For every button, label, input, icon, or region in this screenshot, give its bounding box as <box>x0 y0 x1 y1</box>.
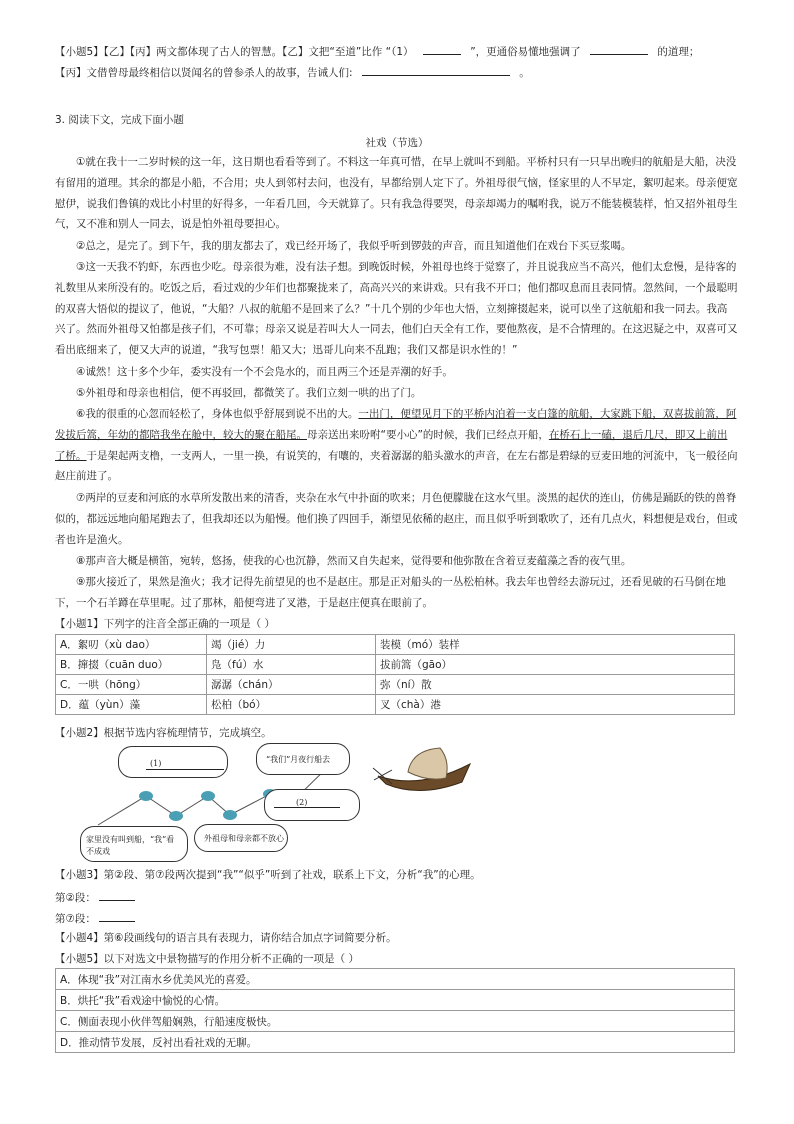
blank-1-label: (1) <box>150 759 162 768</box>
q1-cell: 叉（chà）港 <box>376 695 735 715</box>
paragraph-9 <box>55 572 737 614</box>
p7-line: 似的，都远远地向船尾跑去了，但我却还以为船慢。他们换了四回手，渐望见依稀的赵庄，而且似乎听到歌吹了，还有几点火，料想便是戏台，但或 <box>55 512 737 525</box>
p2-line: ②总之，是完了。到下午，我的朋友都去了，戏已经开场了，我似乎听到锣鼓的声音，而且知道他们在戏台下买豆浆喝。 <box>76 240 632 252</box>
p9-line: ⑨那火接近了，果然是渔火；我才记得先前望见的也不是赵庄。那是正对船头的一丛松柏林。我去年也曾经去游玩过，还看见破的石马倒在地 <box>76 576 726 588</box>
p6-underlined: 发拔后篙，年幼的都陪我坐在舱中，较大的聚在船尾。 <box>55 428 307 441</box>
p6-line-4: 赵庄前进了。 <box>55 470 118 483</box>
q1-cell: 松柏（bó） <box>207 695 376 715</box>
p9-line: 下，一个石羊蹲在草里呢。过了那林，船便弯进了叉港，于是赵庄便真在眼前了。 <box>55 596 433 609</box>
q5-line1-label: 【小题5】【乙】【丙】两文都体现了古人的智慧。【乙】文把“至道”比作 “（1） <box>55 46 414 58</box>
p6-plain: 母亲送出来吩咐“要小心”的时候，我们已经点开船， <box>307 428 549 441</box>
q5-line2-end: 。 <box>519 67 530 79</box>
p3-line: 看出底细来了，便又大声的说道，“我写包票！船又大；迅哥儿向来不乱跑；我们又都是识水性的！” <box>55 344 518 357</box>
q1-cell: A．絮叨（xù dao） <box>56 635 207 655</box>
q1-cell: C．一哄（hōng） <box>56 675 207 695</box>
paragraph-4 <box>55 362 737 383</box>
paragraph-1 <box>55 152 737 235</box>
p6-underlined: 在桥石上一磕，退后几尺，即又上前出 <box>548 428 728 441</box>
p3-line: 兴了。然而外祖母又怕都是孩子们，不可靠；母亲又说是若叫大人一同去，他们白天全有工作，要他熬夜，是不合情理的。在这迟疑之中，双喜可又 <box>55 323 737 336</box>
p3-line: 的双喜大悟似的提议了，他说，“大船？八叔的航船不是回来了么？”十几个别的少年也大悟，立刻撺掇起来，说可以坐了这航船和我一同去。我高 <box>55 302 728 315</box>
paragraph-6 <box>55 404 737 487</box>
p6-underlined: 一出门，便望见月下的平桥内泊着一支白篷的航船，大家跳下船，双喜拔前篙，阿 <box>358 408 737 420</box>
p6-line-3 <box>55 446 737 467</box>
q5-option-row[interactable] <box>56 1011 735 1032</box>
bubble-blank-1 <box>118 746 228 778</box>
no-boat-text-1: 家里没有叫到船，“我”看 <box>86 835 175 844</box>
q5-line1-end: 的道理； <box>657 46 700 58</box>
q3-para2-blank[interactable] <box>99 889 135 901</box>
q5-line1 <box>55 43 699 59</box>
blank-2-label: (2) <box>296 798 308 807</box>
p6-line-2 <box>55 425 737 446</box>
q5-option: B．烘托“我”看戏途中愉悦的心情。 <box>56 990 735 1011</box>
q1-cell: 凫（fú）水 <box>207 655 376 675</box>
paragraph-3 <box>55 257 737 361</box>
q3-para2 <box>55 889 135 905</box>
q5-line2-label: 【丙】文借曾母最终相信以贤闻名的曾参杀人的故事，告诫人们: <box>55 67 353 79</box>
plot-node <box>139 791 153 801</box>
p6-line-1 <box>55 404 737 425</box>
q5-option: A．体现“我”对江南水乡优美风光的喜爱。 <box>56 969 735 990</box>
q1-option-row[interactable] <box>56 695 735 715</box>
p6-plain: ⑥我的很重的心忽而轻松了，身体也似乎舒展到说不出的大。 <box>76 408 359 420</box>
p4-line: ④诚然！这十多个少年，委实没有一个不会凫水的，而且两三个还是弄潮的好手。 <box>76 366 453 378</box>
paragraph-8 <box>55 551 737 572</box>
plot-node <box>201 791 215 801</box>
paragraph-2 <box>55 236 737 257</box>
q3-para7-blank[interactable] <box>99 910 135 922</box>
p1-line: 慰伊，说我们鲁镇的戏比小村里的好得多，一年看几回，今天就算了。只有我急得要哭，母亲却竭力的嘱咐我，说万不能装模装样，怕又招外祖母生 <box>55 197 737 210</box>
q1-cell: B．撺掇（cuān duo） <box>56 655 207 675</box>
q2-stem: 【小题2】根据节选内容梳理情节，完成填空。 <box>55 727 272 739</box>
q3-stem: 【小题3】第②段、第⑦段两次提到“我”“似乎”听到了社戏，联系上下文，分析“我”的心理。 <box>55 869 481 881</box>
q1-cell: 装模（mó）装样 <box>376 635 735 655</box>
q1-option-row[interactable] <box>56 675 735 695</box>
no-boat-text-2: 不成戏 <box>86 847 110 856</box>
p3-line: ③这一天我不钓虾，东西也少吃。母亲很为难，没有法子想。到晚饭时候，外祖母也终于觉察了，并且说我应当不高兴，他们太怠慢，是待客的 <box>76 261 737 273</box>
q5-option: C．侧面表现小伙伴驾船娴熟，行船速度极快。 <box>56 1011 735 1032</box>
passage-title: 社戏（节选） <box>365 137 429 149</box>
p8-line: ⑧那声音大概是横笛，宛转，悠扬，使我的心也沉静，然而又自失起来，觉得要和他弥散在含着豆麦蕴藻之香的夜气里。 <box>76 555 632 567</box>
p7-line: 者也许是渔火。 <box>55 533 129 546</box>
q1-cell: 弥（ní）散 <box>376 675 735 695</box>
blank-answer-3[interactable] <box>362 64 510 76</box>
q5-option-row[interactable] <box>56 990 735 1011</box>
q1-options-table <box>55 634 735 715</box>
bubble-blank-2 <box>264 789 360 821</box>
q3-para2-label: 第②段： <box>55 892 96 904</box>
paragraph-5 <box>55 383 737 404</box>
plot-node <box>223 810 237 820</box>
blank-2-line[interactable] <box>274 807 340 808</box>
blank-answer-1[interactable] <box>423 43 461 55</box>
q3-para7-label: 第⑦段： <box>55 913 96 925</box>
p1-line: 气，又不准和别人一同去，说是怕外祖母要担心。 <box>55 218 286 231</box>
p1-line: ①就在我十一二岁时候的这一年，这日期也看看等到了。不料这一年真可惜，在早上就叫不到船。平桥村只有一只早出晚归的航船是大船，决没 <box>76 156 737 168</box>
paragraph-7 <box>55 488 737 550</box>
p6-plain: 于是架起两支橹，一支两人，一里一换，有说笑的，有嚷的，夹着潺潺的船头激水的声音，在左右都是碧绿的豆麦田地的河流中，飞一般径向 <box>86 449 737 462</box>
q5-option-row[interactable] <box>56 1032 735 1053</box>
q5-option: D．推动情节发展，反衬出看社戏的无聊。 <box>56 1032 735 1053</box>
p6-underlined: 了桥。 <box>55 449 87 462</box>
q1-cell: D．蕴（yùn）藻 <box>56 695 207 715</box>
q5-options-table <box>55 968 735 1053</box>
blank-1-line[interactable] <box>146 769 224 770</box>
blank-answer-2[interactable] <box>590 43 648 55</box>
p5-line: ⑤外祖母和母亲也相信，便不再驳回，都微笑了。我们立刻一哄的出了门。 <box>76 387 422 399</box>
q1-cell: 拔前篙（gāo） <box>376 655 735 675</box>
section-heading: 3. 阅读下文，完成下面小题 <box>55 114 184 126</box>
q3-para7 <box>55 910 135 926</box>
plot-node <box>169 811 183 821</box>
worried-text: 外祖母和母亲都不放心 <box>204 834 284 843</box>
q5-option-row[interactable] <box>56 969 735 990</box>
q1-cell: 竭（jié）力 <box>207 635 376 655</box>
p3-line: 礼数里从来所没有的。吃饭之后，看过戏的少年们也都聚拢来了，高高兴兴的来讲戏。只有我不开口；他们都叹息而且表同情。忽然间，一个最聪明 <box>55 281 737 294</box>
q1-stem: 【小题1】下列字的注音全部正确的一项是（ ） <box>55 618 276 630</box>
q5-line2 <box>55 64 530 80</box>
p1-line: 有留用的道理。其余的都是小船，不合用；央人到邻村去问，也没有，早都给别人定下了。外祖母很气恼，怪家里的人不早定，絮叨起来。母亲便宽 <box>55 176 737 189</box>
p7-line: ⑦两岸的豆麦和河底的水草所发散出来的清香，夹杂在水气中扑面的吹来；月色便朦胧在这水气里。淡黑的起伏的连山，仿佛是踊跃的铁的兽脊 <box>76 492 737 504</box>
q5-line1-mid: ”，更通俗易懂地强调了 <box>470 46 581 58</box>
q1-option-row[interactable] <box>56 655 735 675</box>
night-boat-text: “我们”月夜行船去 <box>266 755 331 764</box>
q1-option-row[interactable] <box>56 635 735 655</box>
boat-icon <box>373 748 470 791</box>
q4-stem: 【小题4】第⑥段画线句的语言具有表现力，请你结合加点字词简要分析。 <box>55 932 397 944</box>
q5-stem: 【小题5】以下对选文中景物描写的作用分析不正确的一项是（ ） <box>55 953 360 965</box>
q1-cell: 潺潺（chán） <box>207 675 376 695</box>
plot-diagram <box>86 740 550 862</box>
